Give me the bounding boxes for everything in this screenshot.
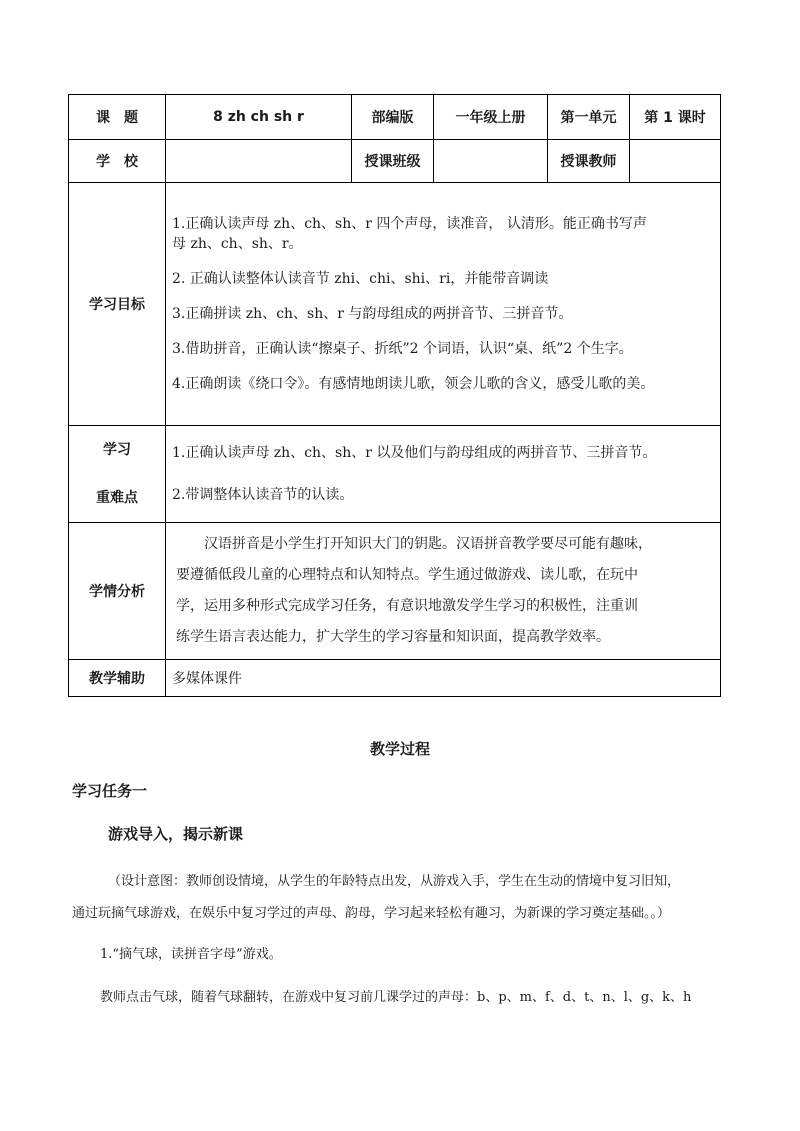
- class-value: [434, 140, 548, 183]
- design-intent: [72, 866, 732, 930]
- task-subtitle: 游戏导入，揭示新课: [108, 825, 244, 843]
- goal-item: 4.正确朗读《绕口令》。有感情地朗读儿歌，领会儿歌的含义，感受儿歌的美。: [172, 376, 655, 392]
- aid-value: 多媒体课件: [166, 660, 721, 697]
- analysis-content: [166, 523, 721, 660]
- difficulty-content: [166, 426, 721, 523]
- goal-item: 3.正确拼读 zh、ch、sh、r 与韵母组成的两拼音节、三拼音节。: [172, 306, 573, 322]
- difficulty-item: 1.正确认读声母 zh、ch、sh、r 以及他们与韵母组成的两拼音节、三拼音节。: [172, 445, 657, 461]
- header-row-2: [69, 140, 721, 183]
- header-row-1: [69, 95, 721, 140]
- difficulty-row: [69, 426, 721, 523]
- design-intent-line2: 通过玩摘气球游戏，在娱乐中复习学过的声母、韵母，学习起来轻松有趣习，为新课的学习奠定基础。。）: [72, 906, 671, 921]
- lesson-plan-table: [68, 94, 721, 697]
- lesson-period: 第 1 课时: [630, 95, 721, 140]
- teacher-step: 教师点击气球，随着气球翻转，在游戏中复习前几课学过的声母：b、p、m、f、d、t、n、l、g、k、h: [100, 990, 692, 1005]
- analysis-line: 汉语拼音是小学生打开知识大门的钥匙。汉语拼音教学要尽可能有趣味，: [204, 536, 652, 552]
- class-label: 授课班级: [352, 140, 434, 183]
- goals-row: [69, 183, 721, 426]
- goal-item: 1.正确认读声母 zh、ch、sh、r 四个声母，读准音， 认清形。能正确书写声: [172, 216, 647, 232]
- game-step: 1.“摘气球，读拼音字母”游戏。: [100, 947, 282, 962]
- goal-item: 3.借助拼音，正确认读“擦桌子、折纸”2 个词语，认识“桌、纸”2 个生字。: [172, 341, 633, 357]
- difficulty-label-line2: 重难点: [96, 490, 138, 506]
- aid-row: [69, 660, 721, 697]
- edition: 部编版: [352, 95, 434, 140]
- school-label: 学 校: [69, 140, 166, 183]
- analysis-line: 要遵循低段儿童的心理特点和认知特点。学生通过做游戏、读儿歌，在玩中: [176, 567, 638, 583]
- teacher-label: 授课教师: [548, 140, 630, 183]
- process-title: 教学过程: [369, 740, 430, 758]
- analysis-line: 学，运用多种形式完成学习任务，有意识地激发学生学习的积极性，注重训: [176, 598, 638, 614]
- school-value: [166, 140, 352, 183]
- goal-item-continued: 母 zh、ch、sh、r。: [172, 236, 303, 252]
- analysis-label: 学情分析: [69, 523, 166, 660]
- aid-label: 教学辅助: [69, 660, 166, 697]
- difficulty-label: [69, 426, 166, 523]
- grade: 一年级上册: [434, 95, 548, 140]
- difficulty-label-line1: 学习: [103, 442, 131, 458]
- analysis-row: [69, 523, 721, 660]
- goals-content: [166, 183, 721, 426]
- unit: 第一单元: [548, 95, 630, 140]
- design-intent-line1: （设计意图：教师创设情境，从学生的年龄特点出发，从游戏入手，学生在生动的情境中复习旧知，: [108, 874, 681, 889]
- analysis-line: 练学生语言表达能力，扩大学生的学习容量和知识面，提高教学效率。: [176, 629, 610, 645]
- topic-label: 课 题: [69, 95, 166, 140]
- goals-label: 学习目标: [69, 183, 166, 426]
- goal-item: 2. 正确认读整体认读音节 zhi、chi、shi、ri，并能带音调读: [172, 271, 549, 287]
- difficulty-item: 2.带调整体认读音节的认读。: [172, 487, 354, 503]
- lesson-title: 8 zh ch sh r: [166, 95, 352, 140]
- teacher-value: [630, 140, 721, 183]
- task-heading: 学习任务一: [72, 782, 148, 800]
